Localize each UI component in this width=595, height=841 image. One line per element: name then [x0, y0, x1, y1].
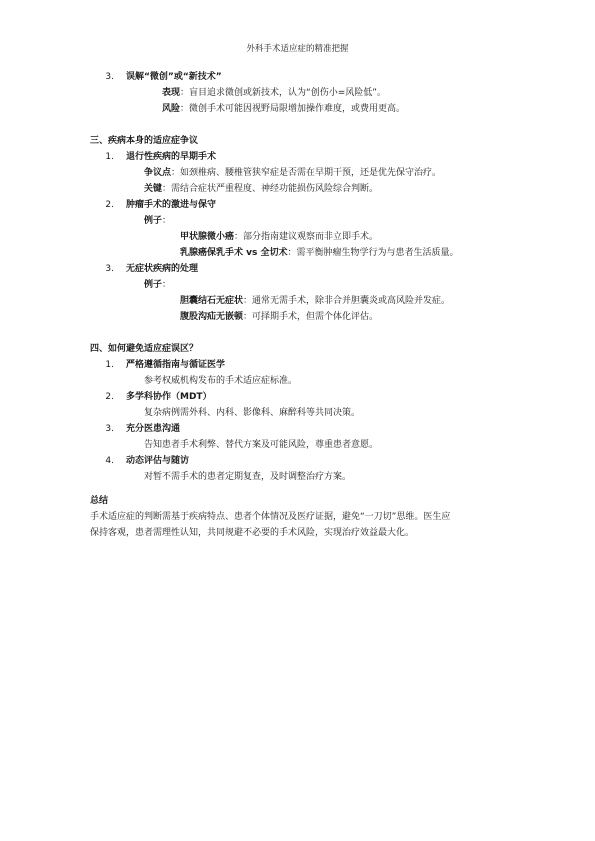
list-item-title: 多学科协作（MDT）: [126, 392, 212, 402]
item3-line-1: 表现：盲目追求微创或新技术，认为“创伤小=风险低”。: [162, 88, 386, 98]
list-number: 3.: [105, 72, 114, 82]
list-item-title: 肿瘤手术的激进与保守: [126, 200, 217, 210]
list-number: 3.: [105, 424, 114, 434]
s3-item2-example-1: 甲状腺微小癌：部分指南建议观察而非立即手术。: [180, 232, 379, 242]
list-item-title: 动态评估与随访: [126, 456, 190, 466]
s3-item2-example-2: 乳腺癌保乳手术 vs 全切术：需平衡肿瘤生物学行为与患者生活质量。: [180, 248, 459, 258]
item3-line-2: 风险：微创手术可能因视野局限增加操作难度，或费用更高。: [162, 104, 406, 114]
section-heading: 三、疾病本身的适应症争议: [90, 136, 199, 146]
s3-item1-line-2: 关键：需结合症状严重程度、神经功能损伤风险综合判断。: [144, 184, 379, 194]
page-header: 外科手术适应症的精准把握: [246, 44, 349, 54]
list-number: 2.: [105, 392, 114, 402]
s3-item3-example-2: 腹股沟疝无嵌顿：可择期手术，但需个体化评估。: [180, 312, 379, 322]
s3-item1-line-1: 争议点：如颈椎病、腰椎管狭窄症是否需在早期干预，还是优先保守治疗。: [144, 168, 442, 178]
s3-item3-example-label: 例子：: [144, 280, 172, 290]
s4-item4-text: 对暂不需手术的患者定期复查，及时调整治疗方案。: [144, 472, 352, 482]
s3-item3-example-1: 胆囊结石无症状：通常无需手术，除非合并胆囊炎或高风险并发症。: [180, 296, 451, 306]
list-number: 2.: [105, 200, 114, 210]
summary-title: 总结: [90, 496, 109, 506]
list-item-title: 退行性疾病的早期手术: [126, 152, 217, 162]
list-item-title: 无症状疾病的处理: [126, 264, 199, 274]
s4-item2-text: 复杂病例需外科、内科、影像科、麻醉科等共同决策。: [144, 408, 361, 418]
list-item-title: 充分医患沟通: [126, 424, 181, 434]
summary-line-2: 保持客观，患者需理性认知，共同规避不必要的手术风险，实现治疗效益最大化。: [90, 528, 415, 538]
s4-item3-text: 告知患者手术利弊、替代方案及可能风险，尊重患者意愿。: [144, 440, 379, 450]
list-number: 4.: [105, 456, 114, 466]
list-item-title: 误解“微创”或“新技术”: [126, 72, 222, 82]
section-heading: 四、如何避免适应症误区？: [90, 344, 199, 354]
s4-item1-text: 参考权威机构发布的手术适应症标准。: [144, 376, 298, 386]
list-number: 1.: [105, 360, 114, 370]
summary-line-1: 手术适应症的判断需基于疾病特点、患者个体情况及医疗证据，避免“一刀切”思维。医生应: [90, 512, 451, 522]
s3-item2-example-label: 例子：: [144, 216, 172, 226]
list-number: 1.: [105, 152, 114, 162]
list-number: 3.: [105, 264, 114, 274]
summary-section: [90, 493, 520, 541]
list-item-title: 严格遵循指南与循证医学: [126, 360, 226, 370]
